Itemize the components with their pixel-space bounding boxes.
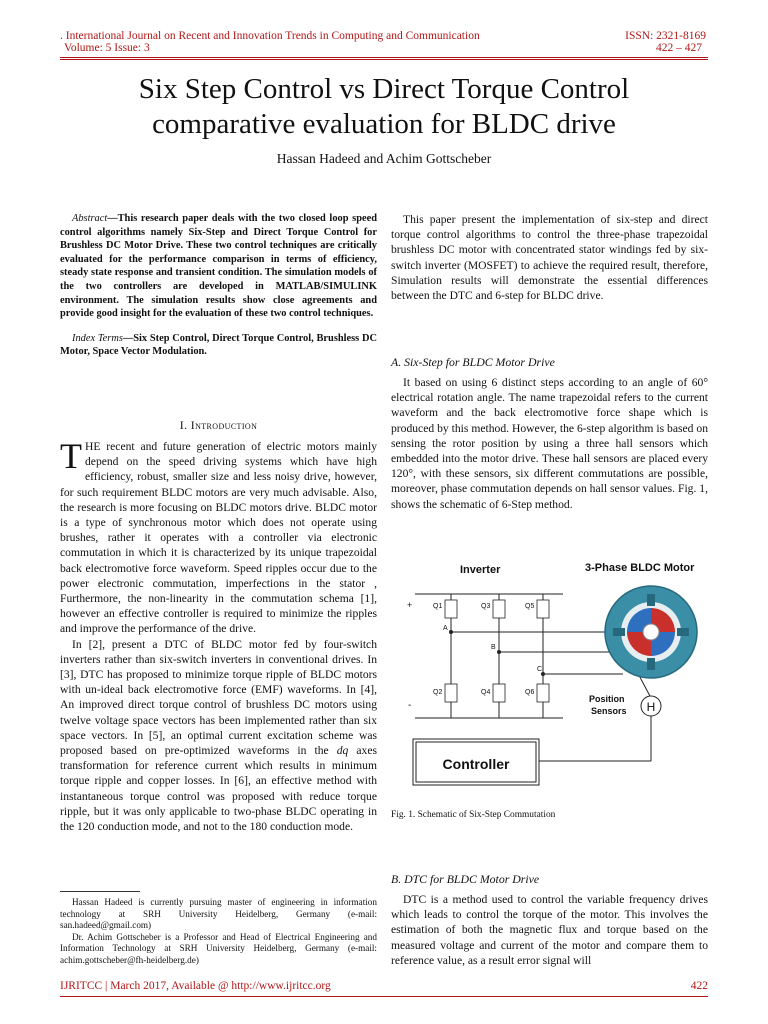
node-c-label: C [537,666,543,673]
switch-q3 [493,600,505,618]
footnote-rule [60,891,140,892]
authors: Hassan Hadeed and Achim Gottscheber [276,151,492,166]
footer-rule [60,996,708,997]
paper-title [60,72,708,142]
footnote-author-1: Hassan Hadeed is currently pursuing master of engineering in information technology at SRH University Heidelberg, Germany (e-mail: san.hadeed@gmail.com) [60,897,377,931]
subsection-a-paragraph: It based on using 6 distinct steps according to an angle of 60° electrical rotation angle. The name trapezoidal refers to the current waveform and the back electromotive force shape which is produced by this method. However, the 6-step algorithm is based on sensing the rotor position by using a three hall sensors which embedded into the motor drive. These hall sensors are placed every 120°, with these sensors, six different commutations are possible, moreover, phase commutation depends on hall sensor values. Fig. 1, shows the schematic of 6-Step method. [391,376,708,511]
footer-page-number: 422 [690,980,708,992]
title-line-1: Six Step Control vs Direct Torque Control [138,73,630,105]
sensors-label: Sensors [591,706,627,716]
plus-sign: + [407,600,413,610]
label-q6: Q6 [525,689,535,696]
intro-paragraph-1-text: HE recent and future generation of electric motors mainly depend on the speed driving systems which have high efficiency, robust, smaller size and less noisy drive, however, for such requirement BLDC motors are very much advisable. Also, the research is more focusing on BLDC motors drive. BLDC motor is a type of synchronous motor which does not operate using brushes, rather it operates with a controller via electronic commutation in which it is characterized by its unique trapezoidal back electromotive force waveform. Speed ripples occur due to the power electronic commutation, imperfections in the stator , Furthermore, the non-linearity in the commutation schema [1], however an effective controller is required to minimize the ripples and improve the performance of the drive. [60,440,377,636]
drop-cap: T [60,436,82,476]
title-line-2: comparative evaluation for BLDC drive [152,108,616,140]
right-paragraph-1: This paper present the implementation of six-step and direct torque control algorithms to control the three-phase trapezoidal brushless DC motor with concentrated stator windings fed by six-switch inverter (MOSFET) to achieve the required result, therefore, Simulation results will demonstrate the essential differences between the DTC and 6-step for BLDC drive. [391,213,708,303]
label-q4: Q4 [481,689,491,696]
label-q2: Q2 [433,689,443,696]
intro-paragraph-2-text-a: In [2], present a DTC of BLDC motor fed by four-switch inverters rather than six-switch inverters in conventional drives. In [3], DTC has proposed to minimize torque ripple of BLDC motors with un-ideal back electromotive force (EMF) waveforms. In [4], An improved direct torque control of brushless DC motors using twelve voltage space vectors has been implemented rather than six space vectors. In [5], an optimal current excitation scheme was proposed based on pre-optimized waveforms in the [60,637,377,758]
node-a-dot [449,630,453,634]
switch-group [445,600,549,702]
footnote-author-2: Dr. Achim Gottscheber is a Professor and Head of Electrical Engineering and Information Technology at SRH University Heidelberg, Germany (e-mail: achim.gottscheber@fh-heidelberg.de) [60,931,377,965]
bldc-motor-icon [605,586,697,678]
motor-label: 3-Phase BLDC Motor [585,562,695,574]
footer-journal: IJRITCC | March 2017, Available @ http://www.ijritcc.org [60,980,331,992]
figure-caption: Fig. 1. Schematic of Six-Step Commutation [391,810,556,820]
abstract-body: —This research paper deals with the two closed loop speed control algorithms namely Six-Step and Direct Torque Control for Brushless DC Motor Drive. These two control techniques are critically evaluated for the performance comparison in terms of efficiency, steady state response and transient condition. The simulation models of the two controllers are developed in MATLAB/SIMULINK environment. The simulation results show close agreements and provide good insight for the evaluation of these two control techniques. [60,213,377,320]
subsection-b-paragraph: DTC is a method used to control the variable frequency drives which leads to control the torque of the motor. This involves the estimation of both the magnetic flux and torque based on the measured voltage and current of the motor and compare them to reference value, as a result error signal will [391,893,708,967]
abstract-label: Abstract [72,213,108,224]
right-column-intro [391,212,708,303]
index-terms-body: —Six Step Control, Direct Torque Control, Brushless DC Motor, Space Vector Modulation. [60,332,377,358]
subsection-a-body [391,375,708,512]
switch-q1 [445,600,457,618]
issn: ISSN: 2321-8169 [625,30,706,42]
position-label: Position [589,694,625,704]
index-terms [60,332,377,359]
node-b-label: B [491,644,496,651]
section-title-introduction: I. Introduction [179,418,258,432]
label-q1: Q1 [433,603,443,610]
inverter-label: Inverter [460,564,501,576]
node-b-dot [497,650,501,654]
subsection-b-title: B. DTC for BLDC Motor Drive [391,872,540,886]
dq-term: dq [336,744,349,758]
intro-paragraph-1 [60,436,377,637]
hall-label: H [646,700,656,714]
node-a-label: A [443,625,448,632]
header-rule [60,57,708,58]
intro-paragraph-2-text-b: axes transformation for reference current which results in minimum torque ripple and copper losses. In [6], an effective method with instantaneous torque control was proposed with reduce torque ripple, but it was only applicable to two-phase BLDC operating in the 120 conduction mode, and not to the 180 conduction mode. [60,744,378,834]
header-rule-2 [60,59,708,60]
intro-paragraph-2 [60,637,377,835]
minus-sign: - [408,700,412,711]
switch-q4 [493,684,505,702]
left-column [60,212,377,359]
controller-label: Controller [442,756,510,772]
abstract [60,212,377,321]
subsection-a-title: A. Six-Step for BLDC Motor Drive [391,355,555,369]
label-q3: Q3 [481,603,491,610]
volume-issue: Volume: 5 Issue: 3 [64,42,150,54]
label-q5: Q5 [525,603,535,610]
introduction-body [60,436,378,834]
six-step-schematic-figure [403,556,708,796]
subsection-b-body [391,892,708,968]
page-range: 422 – 427 [656,42,702,54]
switch-q6 [537,684,549,702]
footnotes [60,897,377,967]
index-terms-label: Index Terms [72,332,123,344]
switch-q2 [445,684,457,702]
switch-q5 [537,600,549,618]
journal-name: . International Journal on Recent and Innovation Trends in Computing and Communication [60,30,480,42]
